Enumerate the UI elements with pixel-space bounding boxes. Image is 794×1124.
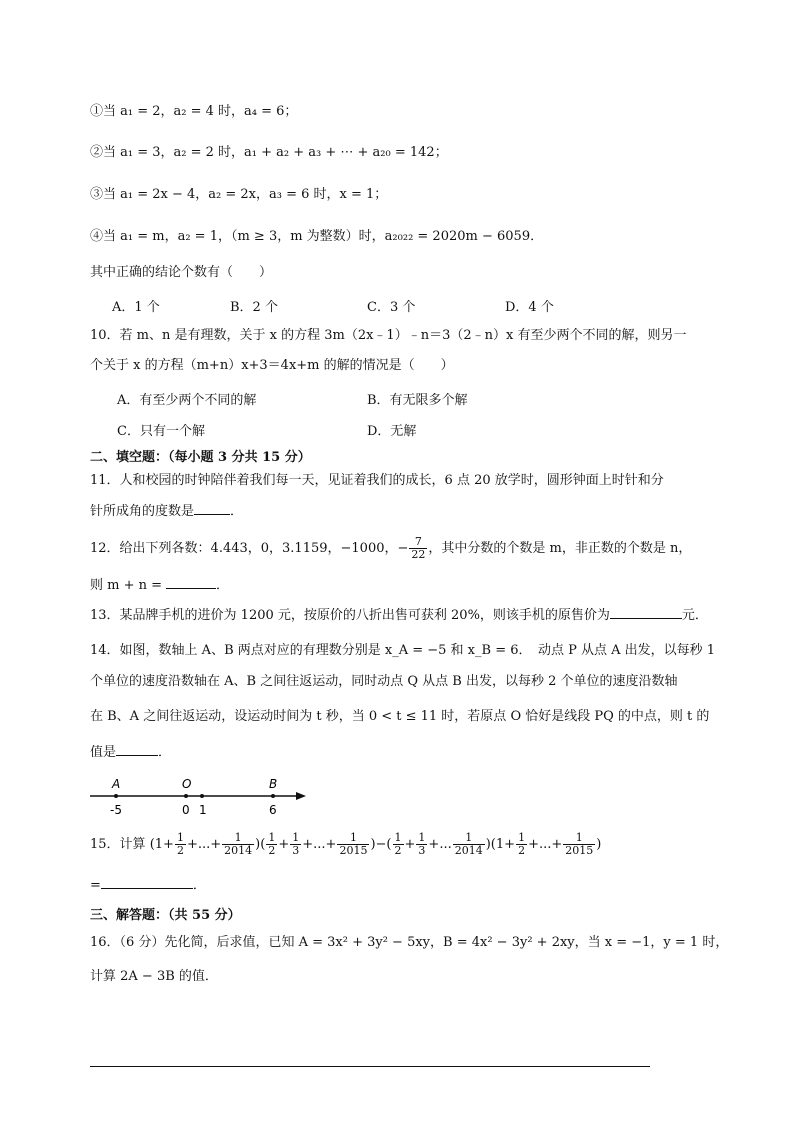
q13-lead: 13．某品牌手机的进价为 1200 元，按原价的八折出售可获利 20%，则该手机的原售价为: [90, 608, 610, 623]
q11-period: ．: [230, 504, 244, 519]
q15-frac-1-2-c: $\frac{1}{2}$: [394, 831, 402, 857]
q10-option-d: D．无解: [367, 424, 417, 439]
bottom-divider: [90, 1066, 650, 1067]
q16-line-2: 计算 2A − 3B 的值．: [90, 969, 218, 984]
q11-line-1: 11．人和校园的时钟陪伴着我们每一天，见证着我们的成长，6 点 20 放学时，圆形钟面上时针和分: [90, 473, 664, 488]
tick-label-0: 0: [182, 803, 190, 817]
q12-fraction-denominator: 22: [411, 548, 426, 561]
q13-answer-blank[interactable]: [610, 606, 682, 619]
q14-line-1: 14．如图，数轴上 A、B 两点对应的有理数分别是 x_A = −5 和 x_B = 6． 动点 P 从点 A 出发，以每秒 1: [90, 643, 716, 658]
tick-label-1: 1: [199, 803, 207, 817]
q12-fraction-numerator: 7: [409, 536, 427, 549]
q10-option-c: C．只有一个解: [117, 424, 205, 439]
q12-fraction: [409, 536, 427, 561]
q13-line: [90, 606, 708, 625]
number-line-arrow: [296, 792, 306, 800]
label-o: O: [182, 777, 192, 791]
q9-item-1: ①当 a₁ = 2，a₂ = 4 时，a₄ = 6；: [90, 104, 298, 119]
section-fill-in-heading: 二、填空题：（每小题 3 分共 15 分）: [90, 450, 311, 465]
q15-frac-1-2014-b: $\frac{1}{2014}$: [454, 831, 483, 857]
section-solve-heading: 三、解答题：（共 55 分）: [90, 908, 241, 923]
q15-line-1: 15．计算 (1+ $\frac{1}{2}$ +...+ $\frac{1}{2014}$ )( $\frac{1}{2}$ + $\frac{1}{3}$ +...+ $\frac{1}{2015}$ )−( $\frac{1}{2}$ + $\frac{1}{3}$ +... $\frac{1}{2014}$ )(1+ $\frac{1}{2}$ +...+ $\frac{1}{2015}$ ): [90, 831, 602, 857]
q15-frac-1-3-a: $\frac{1}{3}$: [292, 831, 300, 857]
q15-frac-1-2015-a: $\frac{1}{2015}$: [339, 831, 368, 857]
q16-line-1: 16．（6 分）先化简，后求值，已知 A = 3x² + 3y² − 5xy，B = 4x² − 3y² + 2xy，当 x = −1，y = 1 时，: [90, 935, 729, 950]
q12-lead: 12．给出下列各数：4.443，0，3.1159，−1000，−: [90, 541, 409, 556]
q15-frac-1-3-b: $\frac{1}{3}$: [418, 831, 426, 857]
q12-answer-blank[interactable]: [166, 576, 216, 589]
q10-option-b: B．有无限多个解: [367, 393, 468, 408]
q15-equals: =: [90, 878, 101, 893]
q9-item-4: ④当 a₁ = m，a₂ = 1，（m ≥ 3，m 为整数）时，a₂₀₂₂ = 2020m − 6059．: [90, 229, 544, 244]
q14-text: 值是: [90, 745, 117, 760]
q9-option-a: A．1 个: [112, 300, 160, 315]
q9-stem: 其中正确的结论个数有（ ）: [90, 265, 273, 280]
q9-item-2: ②当 a₁ = 3，a₂ = 2 时，a₁ + a₂ + a₃ + ⋯ + a₂₀ = 142；: [90, 145, 448, 160]
q15-term-one-b: 1: [495, 837, 505, 852]
q9-option-c: C．3 个: [367, 300, 416, 315]
q15-frac-1-2014-a: $\frac{1}{2014}$: [224, 831, 253, 857]
q15-line-2: = ．: [90, 878, 206, 893]
q15-term-one-a: 1: [154, 837, 164, 852]
q14-line-3: 在 B、A 之间往返运动，设运动时间为 t 秒，当 0 < t ≤ 11 时，若原点 O 恰好是线段 PQ 的中点，则 t 的: [90, 709, 710, 724]
q12-line-1: [90, 535, 691, 563]
label-a: A: [112, 777, 121, 791]
label-b: B: [269, 777, 278, 791]
q13-tail: 元．: [681, 608, 708, 623]
point-b-marker: [271, 794, 275, 798]
q14-line-4: [90, 743, 171, 762]
q10-line-1: 10．若 m、n 是有理数，关于 x 的方程 3m（2x﹣1）﹣n＝3（2﹣n）x 有至少两个不同的解，则另一: [90, 328, 687, 343]
point-a-marker: [114, 794, 118, 798]
q14-period: ．: [158, 745, 172, 760]
q15-frac-1-2-b: $\frac{1}{2}$: [268, 831, 276, 857]
q15-frac-1-2015-b: $\frac{1}{2015}$: [565, 831, 594, 857]
q10-line-2: 个关于 x 的方程（m+n）x+3＝4x+m 的解的情况是（ ）: [90, 358, 454, 373]
q15-frac-1-2-d: $\frac{1}{2}$: [518, 831, 526, 857]
q14-answer-blank[interactable]: [116, 743, 158, 756]
q12-period: ．: [216, 578, 230, 593]
q12-line-2: [90, 576, 229, 595]
tick-label-neg5: -5: [110, 803, 122, 817]
number-line-figure: [86, 772, 316, 822]
point-one-marker: [200, 794, 204, 798]
q9-item-3: ③当 a₁ = 2x − 4，a₂ = 2x，a₃ = 6 时，x = 1；: [90, 187, 388, 202]
q11-answer-blank[interactable]: [194, 502, 230, 515]
q15-frac-1-2-a: $\frac{1}{2}$: [176, 831, 184, 857]
q12-text: 则 m + n =: [90, 578, 163, 593]
q11-line-2: [90, 502, 243, 521]
q11-text: 针所成角的度数是: [90, 504, 195, 519]
q15-answer-blank[interactable]: [101, 876, 193, 889]
q9-option-b: B．2 个: [230, 300, 278, 315]
q9-option-d: D．4 个: [505, 300, 554, 315]
point-o-marker: [184, 794, 188, 798]
q14-line-2: 个单位的速度沿数轴在 A、B 之间往返运动，同时动点 Q 从点 B 出发，以每秒 2 个单位的速度沿数轴: [90, 674, 678, 689]
q12-tail: ，其中分数的个数是 m，非正数的个数是 n，: [428, 541, 692, 556]
tick-label-6: 6: [269, 803, 277, 817]
q10-option-a: A．有至少两个不同的解: [117, 393, 257, 408]
q15-lead: 15．计算: [90, 837, 146, 852]
